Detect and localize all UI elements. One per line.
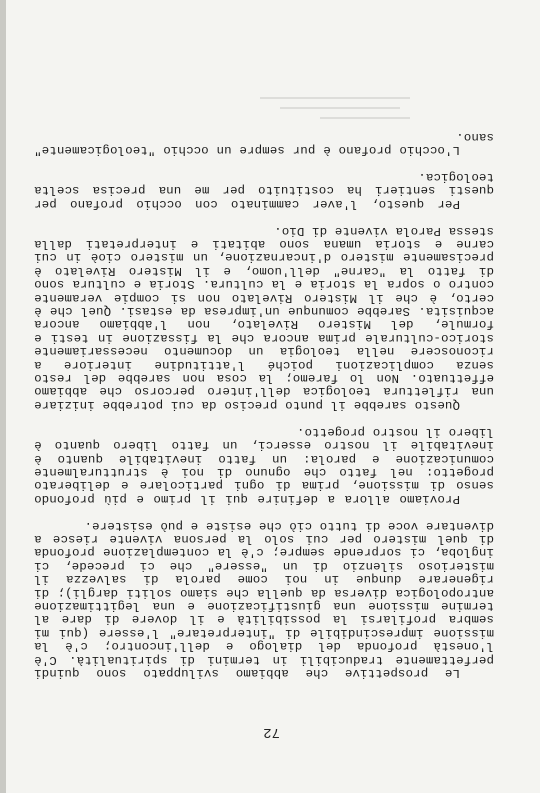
body-text xyxy=(34,129,494,679)
page-number: 72 xyxy=(263,724,280,740)
bleed-through-text xyxy=(260,93,410,133)
paragraph-1: Le prospettive che abbiamo sviluppato sono quindi perfettamente traducibili in termini di spiritualità. C'è l'onestà profonda del dialogo e dell'incontro; c'è la missione imprescindibile di "interpretare" l'essere (qui mi sembra profilarsi la possibilità e il dovere di dare al termine missione una giustificazione e una legittimazione antropologica diversa da quella che siamo soliti dargli); di rigenerare dunque in noi come parola di salvezza il misterioso silenzio di un "essere" che ci precede, ci ingloba, ci sorprende sempre; c'è la contemplazione profonda di quel mistero per cui solo la persona vivente riesce a diventare voce di tutto ciò che esiste e può esistere. xyxy=(34,518,494,680)
paragraph-4: Per questo, l'aver camminato con occhio profano per questi sentieri ha costituito per me una precisa scelta teologica. xyxy=(34,170,494,211)
paragraph-3: Questo sarebbe il punto preciso da cui potrebbe iniziare una riflettura teologica dell'intero percorso che abbiamo effettuato. Non lo faremo; la cosa non sarebbe del resto senza complicazioni poiché l'attitudine interiore a riconoscere nella teologia un documento necessariamente storico-culturale prima ancora che la fissazione in testi e formule, del Mistero Rivelato, non l'abbiamo ancora acquisita. Sarebbe comunque un'impresa da estasi. Quel che è certo, è che il Mistero Rivelato non si compie veramente contro o sopra la storia e la cultura. Storia e cultura sono di fatto la "carne" dell'uomo, e il Mistero Rivelato è precisamente mistero d'incarnazione, un mistero cioè in cui carne e storia umana sono abitati e interpretati dalla stessa Parola vivente di Dio. xyxy=(34,223,494,412)
paragraph-2: Proviamo allora a definire qui il primo e più profondo senso di missione, prima di ogni particolare e deliberato progetto: nel fatto che ognuno di noi è strutturalmente comunicazione e parola: un fatto inevitabile quanto è inevitabile il nostro esserci, un fatto libero quanto è libero il nostro progetto. xyxy=(34,424,494,506)
paragraph-5: L'occhio profano è pur sempre un occhio "teologicamente" sano. xyxy=(34,129,494,158)
